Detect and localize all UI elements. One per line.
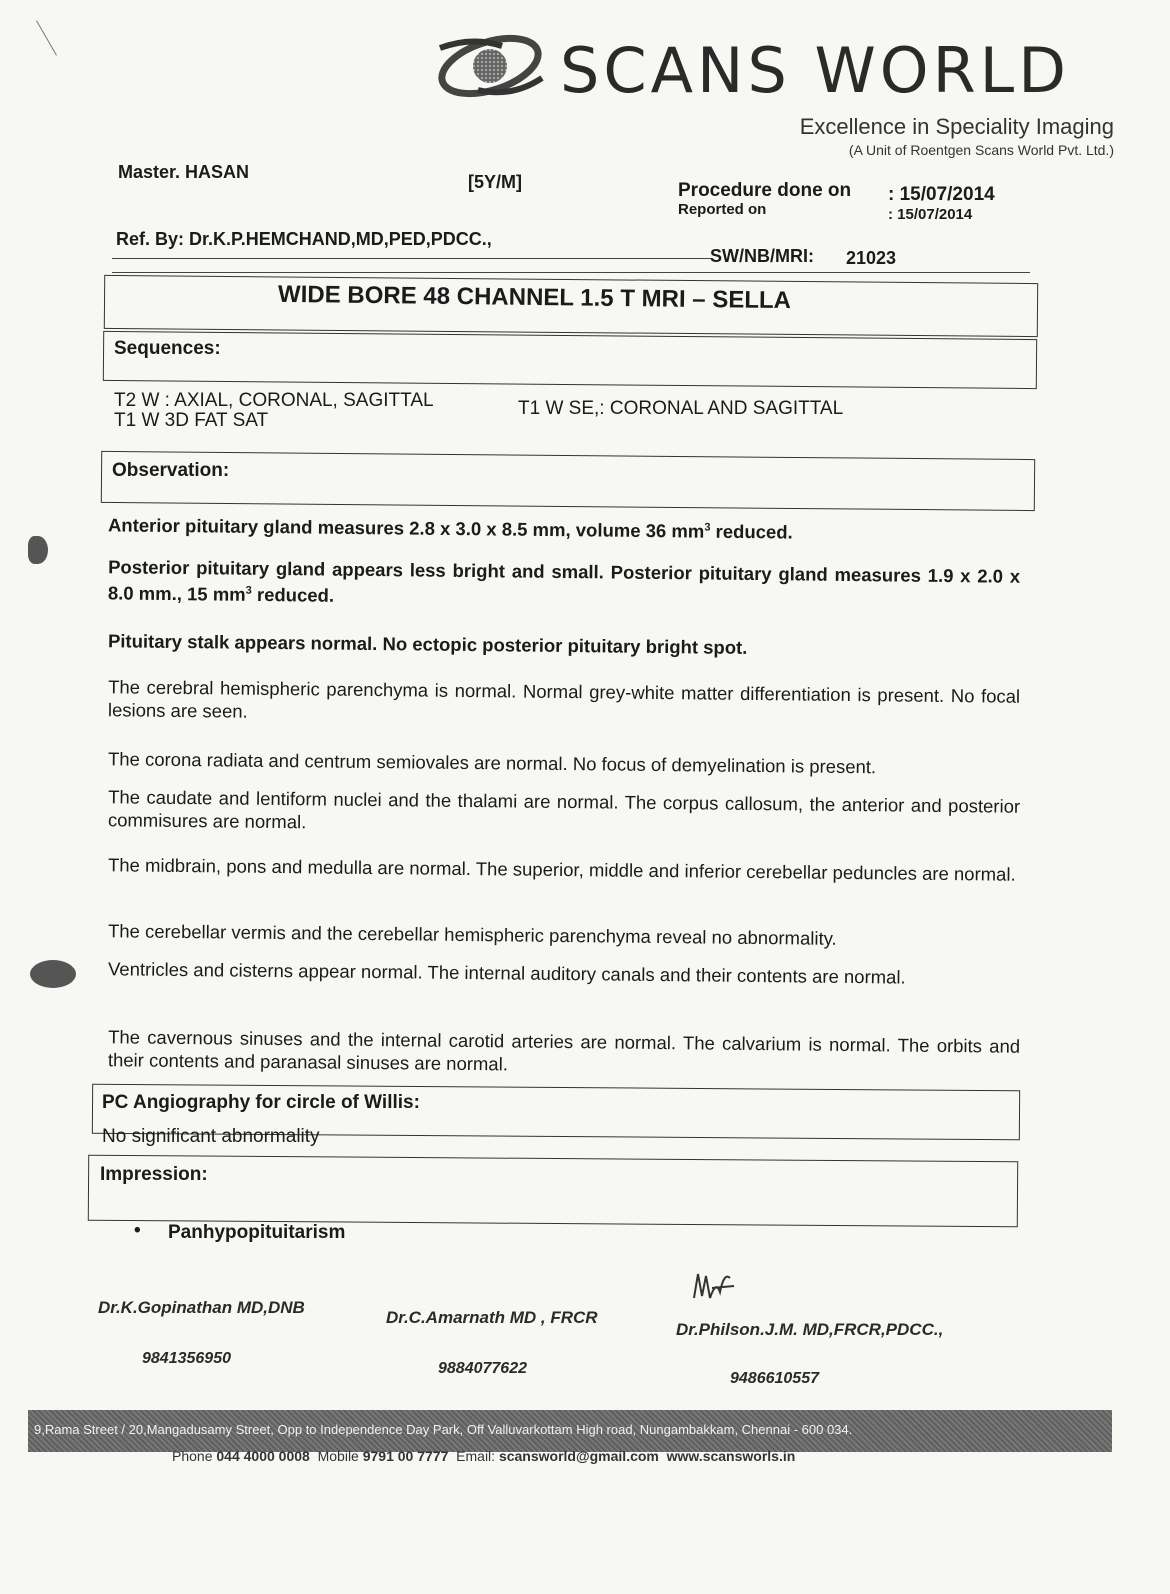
observation-paragraph: Pituitary stalk appears normal. No ectopic posterior pituitary bright spot. [107, 630, 748, 658]
phone-label: Phone [172, 1448, 213, 1464]
observation-text: reduced. [710, 520, 793, 543]
sequences-line-1-right: T1 W SE,: CORONAL AND SAGITTAL [518, 398, 844, 419]
superscript: 3 [704, 521, 711, 534]
patient-name: Master. HASAN [118, 162, 250, 182]
report-id-label: SW/NB/MRI: [710, 246, 814, 266]
observation-paragraph: The midbrain, pons and medulla are normal. The superior, middle and inferior cerebellar peduncles are normal. [107, 854, 1016, 885]
doctor-phone: 9841356950 [142, 1350, 231, 1367]
observation-paragraph: The caudate and lentiform nuclei and the thalami are normal. The corpus callosum, the anterior and posterior commisures are normal. [107, 786, 1021, 833]
observation-header-box [101, 451, 1035, 511]
observation-text: Anterior pituitary gland measures 2.8 x 3.0 x 8.5 mm, volume 36 mm [107, 514, 705, 542]
superscript: 3 [245, 584, 252, 597]
doctor-name: Dr.Philson.J.M. MD,FRCR,PDCC., [676, 1320, 944, 1339]
observation-paragraph [108, 555, 1020, 614]
sequences-line-1-left: T2 W : AXIAL, CORONAL, SAGITTAL [114, 390, 434, 411]
phone-number: 044 4000 0008 [216, 1448, 310, 1464]
exam-title: WIDE BORE 48 CHANNEL 1.5 T MRI – SELLA [277, 280, 792, 315]
angiography-label: PC Angiography for circle of Willis: [102, 1092, 420, 1113]
sequences-label: Sequences: [114, 338, 221, 359]
reported-label: Reported on [678, 201, 767, 218]
observation-paragraph: The cerebral hemispheric parenchyma is normal. Normal grey-white matter differentiation is present. No focal lesions are seen. [107, 676, 1021, 722]
impression-header-box [88, 1155, 1018, 1227]
report-id-value: 21023 [846, 248, 897, 268]
scans-world-logo-icon [432, 28, 548, 104]
footer-address: 9,Rama Street / 20,Mangadusamy Street, Opp to Independence Day Park, Off Valluvarkottam High road, Nungambakkam, Chennai - 600 034. [34, 1422, 853, 1437]
email-address: scansworld@gmail.com [498, 1448, 659, 1464]
scan-mark [36, 20, 57, 55]
observation-paragraph: The cerebellar vermis and the cerebellar hemispheric parenchyma reveal no abnormality. [107, 920, 837, 949]
footer-contact-line [172, 1448, 795, 1464]
referred-by: Ref. By: Dr.K.P.HEMCHAND,MD,PED,PDCC., [116, 229, 492, 249]
procedure-date: : 15/07/2014 [888, 184, 995, 205]
punch-hole-mark [28, 536, 48, 564]
doctor-name: Dr.C.Amarnath MD , FRCR [386, 1308, 598, 1327]
punch-hole-mark [30, 960, 76, 988]
patient-age-sex: [5Y/M] [468, 172, 522, 192]
brand-unit: (A Unit of Roentgen Scans World Pvt. Ltd.) [848, 142, 1114, 158]
signature-icon [690, 1268, 736, 1308]
doctor-phone: 9486610557 [730, 1370, 819, 1387]
observation-paragraph: The cavernous sinuses and the internal carotid arteries are normal. The calvarium is normal. The orbits and their contents and paranasal sinuses are normal. [107, 1026, 1021, 1075]
brand-tagline: Excellence in Speciality Imaging [799, 114, 1114, 139]
observation-paragraph [108, 510, 1020, 546]
observation-text: reduced. [251, 583, 335, 606]
mobile-label: Mobile [317, 1448, 359, 1464]
doctor-name: Dr.K.Gopinathan MD,DNB [98, 1298, 305, 1317]
observation-label: Observation: [112, 460, 230, 481]
procedure-label: Procedure done on [678, 180, 852, 201]
impression-label: Impression: [100, 1164, 208, 1185]
observation-text: Posterior pituitary gland appears less bright and small. Posterior pituitary gland measures 1.9 x 2.0 x 8.0 mm., 15 mm [107, 556, 1021, 605]
impression-item: Panhypopituitarism [168, 1222, 346, 1243]
website: www.scansworls.in [666, 1448, 796, 1464]
reported-date: : 15/07/2014 [888, 206, 973, 223]
doctor-phone: 9884077622 [438, 1360, 527, 1377]
observation-paragraph: The corona radiata and centrum semiovales are normal. No focus of demyelination is present. [107, 748, 877, 778]
observation-paragraph: Ventricles and cisterns appear normal. The internal auditory canals and their contents are normal. [107, 958, 906, 988]
sequences-line-2: T1 W 3D FAT SAT [114, 410, 269, 431]
email-label: Email: [456, 1448, 496, 1464]
brand-name: SCANS WORLD [560, 34, 1070, 107]
mobile-number: 9791 00 7777 [362, 1448, 449, 1464]
impression-bullet: • [134, 1220, 141, 1241]
angiography-result: No significant abnormality [102, 1126, 320, 1147]
sequences-header-box [103, 331, 1037, 389]
